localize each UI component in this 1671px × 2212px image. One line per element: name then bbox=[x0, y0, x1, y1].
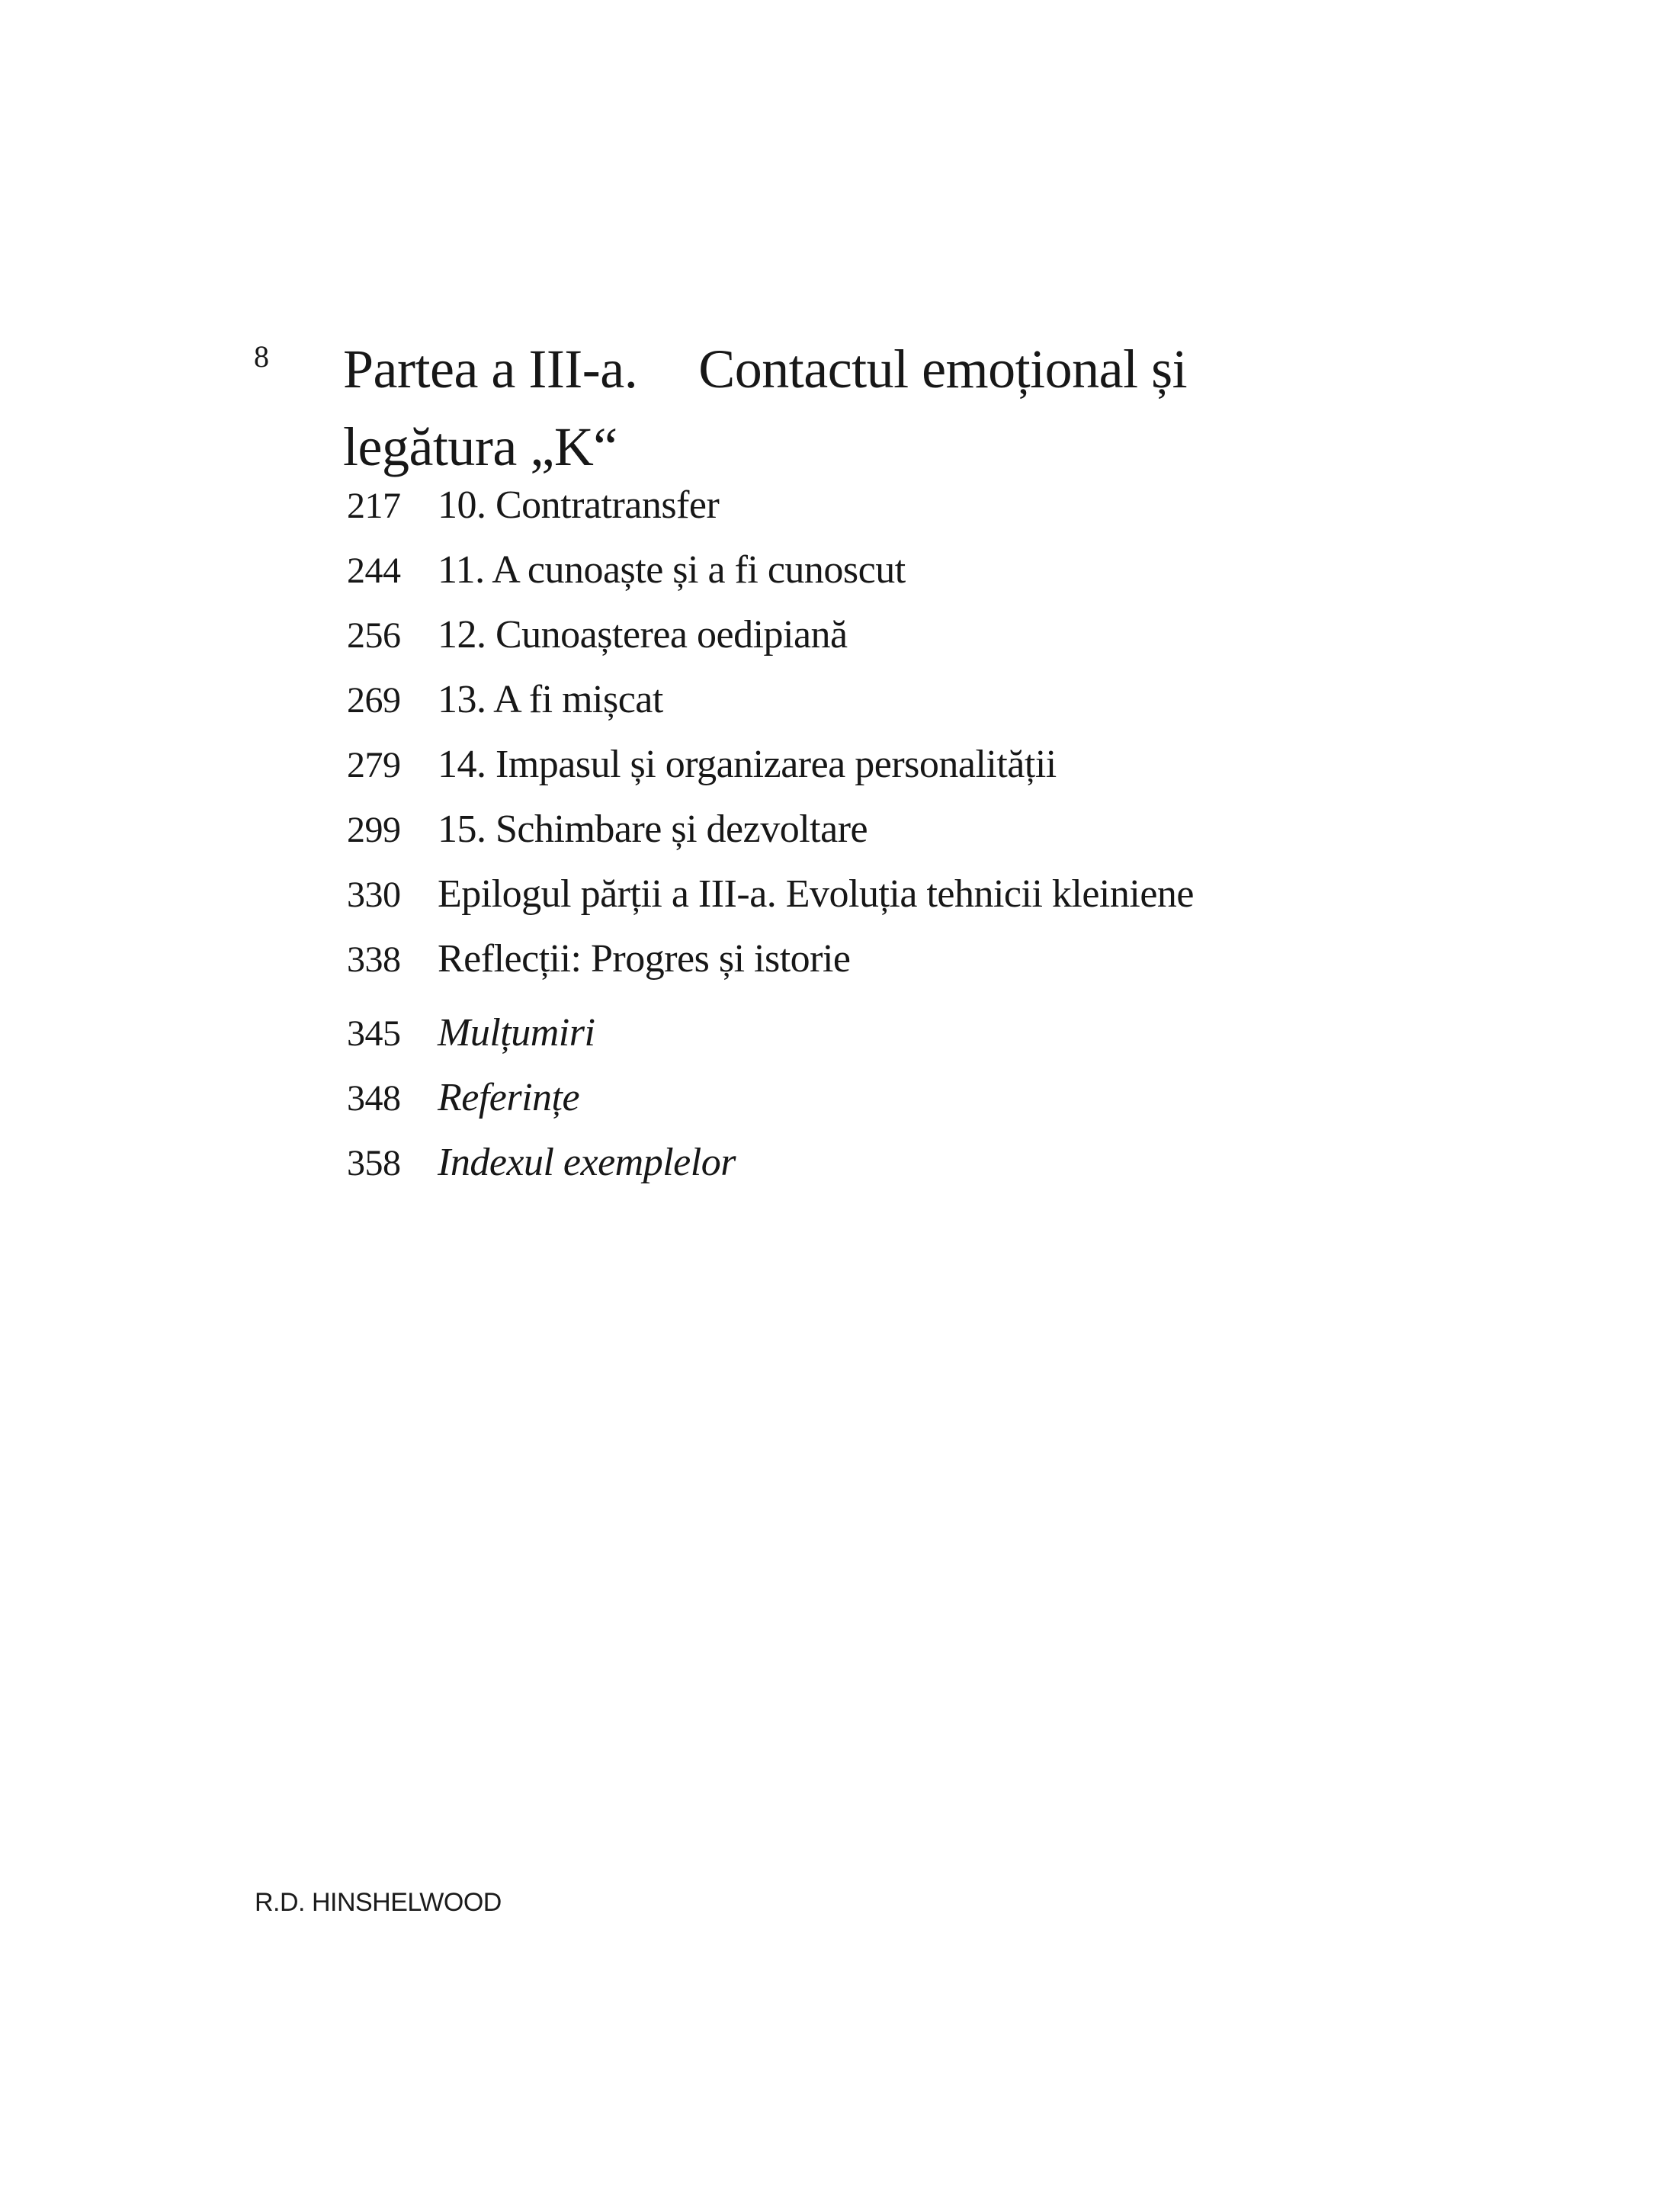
toc-page-number: 269 bbox=[347, 680, 401, 721]
toc-entry-label: 13. A fi mișcat bbox=[438, 678, 663, 721]
toc-page-number: 330 bbox=[347, 875, 401, 915]
toc-row bbox=[347, 602, 1490, 667]
toc-page-number: 338 bbox=[347, 939, 401, 980]
toc-list bbox=[347, 473, 1490, 1195]
toc-row bbox=[347, 473, 1490, 538]
part-label: Partea a III-a. bbox=[343, 339, 638, 400]
toc-page-number: 217 bbox=[347, 486, 401, 526]
toc-row bbox=[347, 538, 1490, 602]
toc-page-number: 348 bbox=[347, 1078, 401, 1119]
part-heading-line1 bbox=[343, 330, 1487, 408]
toc-entry-label: 11. A cunoaște și a fi cunoscut bbox=[438, 548, 906, 592]
toc-entry-label: Epilogul părții a III-a. Evoluția tehnicii kleiniene bbox=[438, 872, 1194, 916]
title-line2: legătura „K“ bbox=[343, 416, 617, 477]
toc-page-number: 345 bbox=[347, 1013, 401, 1054]
toc-row bbox=[347, 1130, 1490, 1195]
toc-page-number: 244 bbox=[347, 551, 401, 591]
part-heading bbox=[343, 330, 1487, 486]
title-line1: Contactul emoțional și bbox=[698, 339, 1188, 400]
toc-entry-label: Referințe bbox=[438, 1076, 580, 1119]
toc-entry-label: Mulțumiri bbox=[438, 1011, 595, 1055]
toc-row bbox=[347, 732, 1490, 797]
toc-row bbox=[347, 1065, 1490, 1130]
toc-entry-label: Indexul exemplelor bbox=[438, 1141, 736, 1184]
footer-author: R.D. HINSHELWOOD bbox=[255, 1888, 502, 1917]
toc-page-number: 358 bbox=[347, 1143, 401, 1183]
toc-row bbox=[347, 862, 1490, 926]
toc-row bbox=[347, 797, 1490, 862]
toc-entry-label: 12. Cunoașterea oedipiană bbox=[438, 613, 848, 657]
toc-page-number: 299 bbox=[347, 810, 401, 850]
toc-entry-label: 10. Contratransfer bbox=[438, 483, 720, 527]
toc-page-number: 256 bbox=[347, 615, 401, 656]
toc-page-number: 279 bbox=[347, 745, 401, 785]
toc-row bbox=[347, 926, 1490, 991]
toc-entry-label: 14. Impasul și organizarea personalității bbox=[438, 743, 1057, 786]
toc-entry-label: 15. Schimbare și dezvoltare bbox=[438, 807, 868, 851]
margin-page-number: 8 bbox=[254, 339, 269, 374]
toc-row bbox=[347, 1000, 1490, 1065]
toc-entry-label: Reflecții: Progres și istorie bbox=[438, 937, 851, 981]
toc-row bbox=[347, 667, 1490, 732]
